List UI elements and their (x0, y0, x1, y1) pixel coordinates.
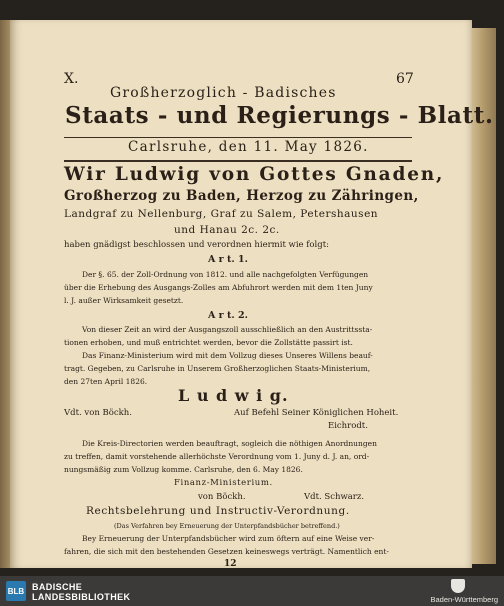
countersign-right: Auf Befehl Seiner Königlichen Hoheit. (234, 408, 399, 418)
article2-line1: Von dieser Zeit an wird der Ausgangszoll ausschließlich an den Austrittssta- (82, 325, 373, 334)
page-number: 67 (396, 71, 414, 87)
library-name-line2: LANDESBIBLIOTHEK (32, 592, 131, 602)
section-subtitle: (Das Verfahren bey Erneuerung der Unterpfandsbücher betreffend.) (114, 522, 340, 530)
countersign-left: Vdt. von Böckh. (64, 408, 132, 418)
intro-text: haben gnädigst beschlossen und verordnen hiermit wie folgt: (64, 240, 329, 250)
body-line2: fahren, die sich mit den bestehenden Gesetzen keineswegs verträgt. Namentlich ent- (64, 547, 389, 556)
volume-label: X. (64, 71, 79, 87)
ministry-label: Finanz-Ministerium. (174, 478, 273, 488)
region-label[interactable]: Baden-Württemberg (430, 595, 498, 604)
countersign-name: Eichrodt. (328, 421, 368, 431)
coat-of-arms-icon (451, 579, 465, 593)
article1-line1: Der §. 65. der Zoll-Ordnung von 1812. und alle nachgefolgten Verfügungen (82, 270, 369, 279)
body-line1: Bey Erneuerung der Unterpfandsbücher wird zum öftern auf eine Weise ver- (82, 534, 375, 543)
section-title: Rechtsbelehrung und Instructiv-Verordnung. (86, 505, 350, 517)
notice-line1: Die Kreis-Directorien werden beauftragt, sogleich die nöthigen Anordnungen (82, 439, 377, 448)
ministry-signer-left: von Böckh. (198, 492, 246, 502)
article2-line3: Das Finanz-Ministerium wird mit dem Vollzug dieses Unseres Willens beauf- (82, 351, 373, 360)
notice-line2: zu treffen, damit vorstehende allerhöchste Verordnung vom 1. Juny d. J. an, ord- (64, 452, 370, 461)
footer-bar (0, 576, 504, 606)
signature-ludwig: L u d w i g. (178, 386, 289, 405)
notice-line3: nungsmäßig zum Vollzug komme. Carlsruhe, den 6. May 1826. (64, 465, 303, 474)
signature-mark: 12 (224, 559, 237, 569)
article2-line2: tionen erhoben, und muß entrichtet werden, bevor die Zollstätte passirt ist. (64, 338, 353, 347)
article1-line2: über die Erhebung des Ausgangs-Zolles am Abfuhrort werden mit dem 1ten Juny (64, 283, 373, 292)
decree-heading: Wir Ludwig von Gottes Gnaden, (64, 164, 445, 185)
title-line1: Großherzog zu Baden, Herzog zu Zähringen, (64, 188, 419, 204)
masthead-rule-bottom (64, 160, 412, 162)
dateline: Carlsruhe, den 11. May 1826. (128, 139, 369, 155)
article2-line5: den 27ten April 1826. (64, 377, 148, 386)
document-page (10, 20, 494, 569)
library-name[interactable] (32, 582, 130, 602)
title-line2: Landgraf zu Nellenburg, Graf zu Salem, Petershausen (64, 208, 379, 220)
title-line3: und Hanau 2c. 2c. (174, 224, 280, 236)
ministry-signer-right: Vdt. Schwarz. (304, 492, 365, 502)
masthead-line1: Großherzoglich - Badisches (110, 85, 337, 101)
article2-line4: tragt. Gegeben, zu Carlsruhe in Unserem Großherzoglichen Staats-Ministerium, (64, 364, 371, 373)
article2-heading: A r t. 2. (208, 310, 248, 321)
masthead-title: Staats - und Regierungs - Blatt. (65, 102, 494, 129)
library-name-line1: BADISCHE (32, 582, 83, 592)
masthead-rule-top (64, 137, 412, 138)
article1-line3: l. J. außer Wirksamkeit gesetzt. (64, 296, 184, 305)
article1-heading: A r t. 1. (208, 254, 248, 265)
blb-logo-icon[interactable]: BLB (6, 581, 26, 601)
